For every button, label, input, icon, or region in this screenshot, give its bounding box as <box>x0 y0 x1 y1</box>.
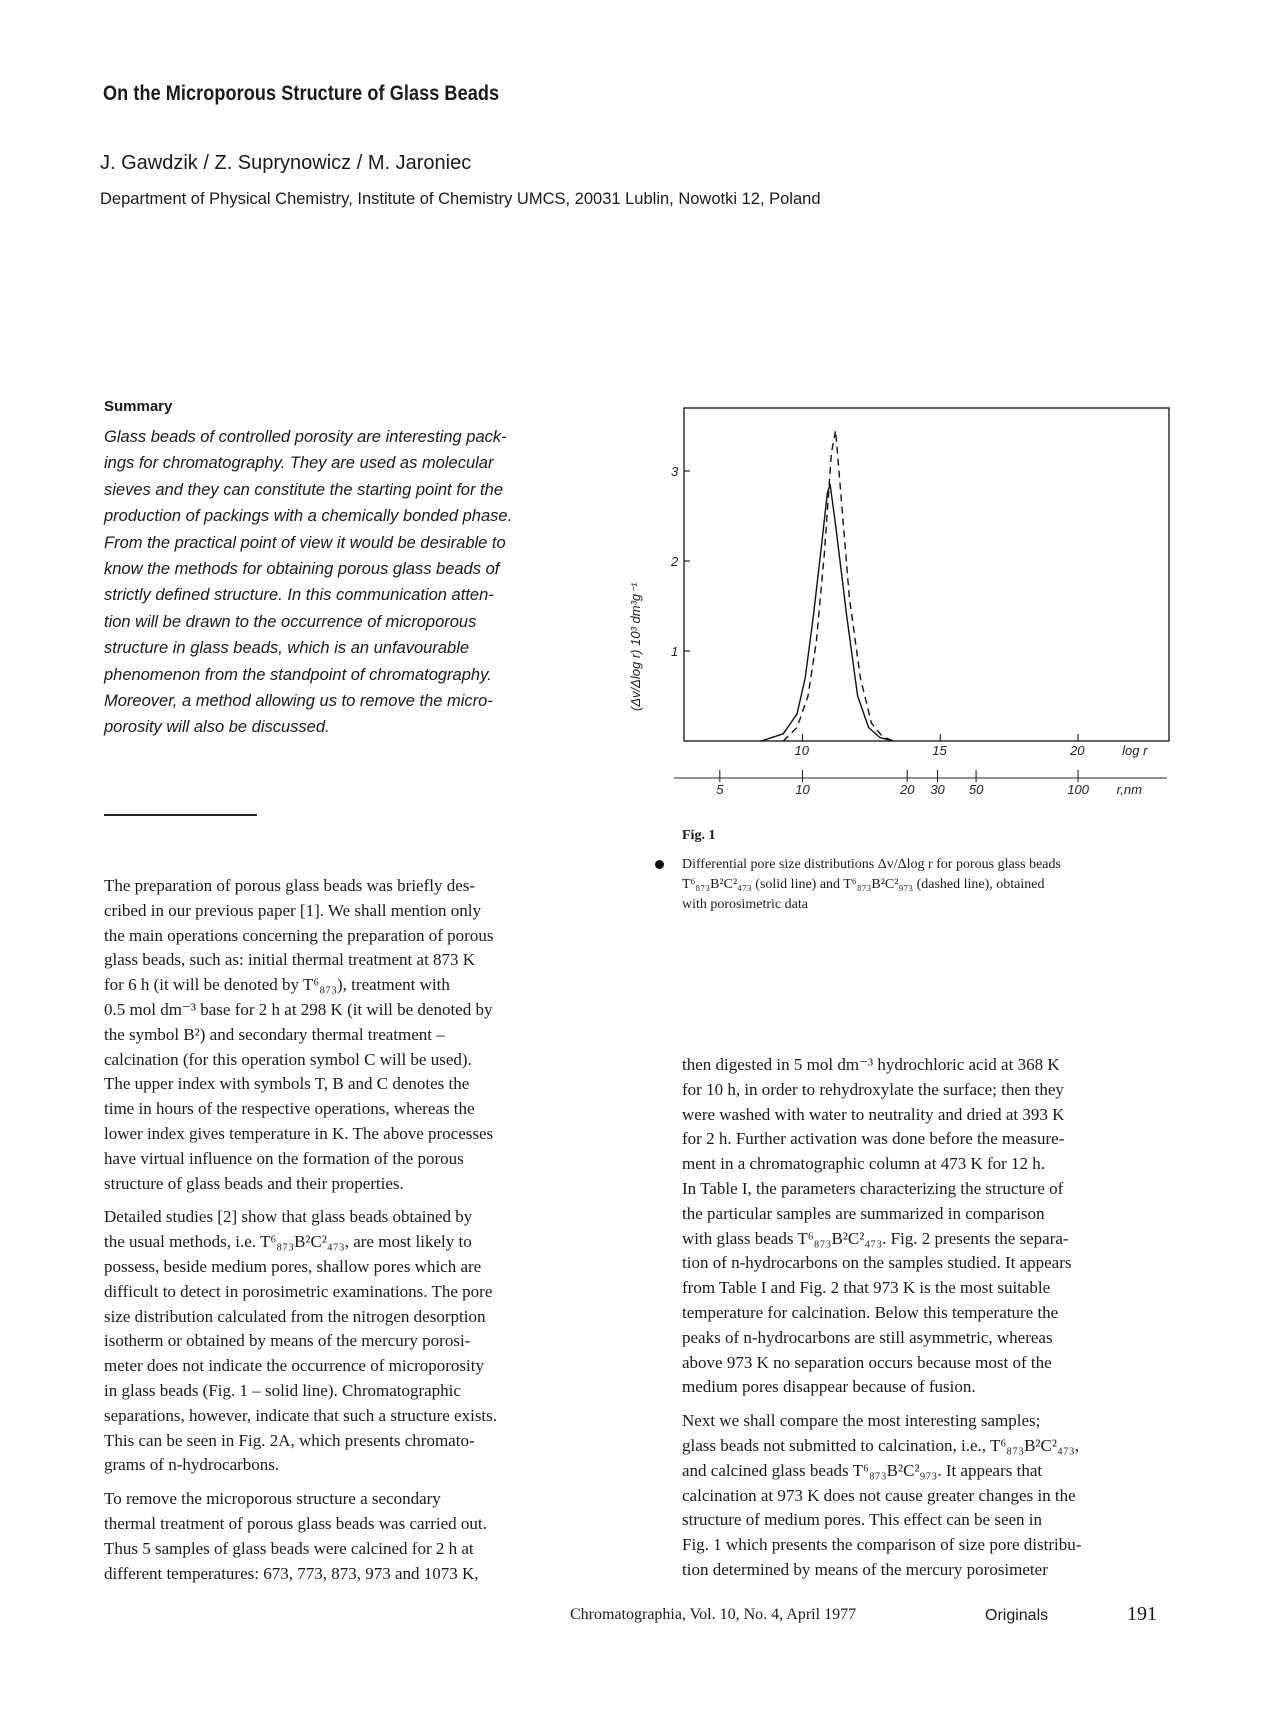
plot-frame <box>684 408 1169 741</box>
body-line: This can be seen in Fig. 2A, which presents chromato- <box>104 1430 475 1450</box>
body-paragraph <box>682 1053 1152 1400</box>
paper-title: On the Microporous Structure of Glass Beads <box>103 82 500 105</box>
body-line: Detailed studies [2] show that glass beads obtained by <box>104 1207 473 1227</box>
body-line: tion determined by means of the mercury porosimeter <box>682 1559 1048 1579</box>
caption-line: with porosimetric data <box>682 897 808 912</box>
paper-authors: J. Gawdzik / Z. Suprynowicz / M. Jaroniec <box>100 152 472 174</box>
summary-text <box>104 424 604 741</box>
summary-line: From the practical point of view it would be desirable to <box>104 533 506 552</box>
figure-1 <box>615 396 1175 826</box>
body-line: with glass beads T⁶₈₇₃B²C²₄₇₃. Fig. 2 presents the separa- <box>682 1228 1069 1248</box>
body-line: above 973 K no separation occurs because most of the <box>682 1352 1052 1372</box>
footer-section: Originals <box>985 1607 1049 1624</box>
body-line: lower index gives temperature in K. The above processes <box>104 1123 494 1143</box>
body-line: and calcined glass beads T⁶₈₇₃B²C²₉₇₃. It appears that <box>682 1460 1043 1480</box>
body-line: In Table I, the parameters characterizing the structure of <box>682 1178 1064 1198</box>
x-tick-label: 10 <box>794 743 809 758</box>
summary-line: Moreover, a method allowing us to remove the micro- <box>104 692 493 711</box>
footer-journal: Chromatographia, Vol. 10, No. 4, April 1977 <box>570 1606 857 1623</box>
body-line: different temperatures: 673, 773, 873, 973 and 1073 K, <box>104 1563 479 1583</box>
section-divider <box>104 814 257 816</box>
figure-caption <box>682 855 1162 915</box>
body-line: structure of medium pores. This effect can be seen in <box>682 1510 1043 1530</box>
body-line: size distribution calculated from the nitrogen desorption <box>104 1306 486 1326</box>
body-paragraph <box>104 874 604 1196</box>
secondary-tick-label: 5 <box>716 782 724 797</box>
secondary-tick-label: 50 <box>968 782 984 797</box>
summary-line: phenomenon from the standpoint of chromatography. <box>104 665 492 684</box>
body-line: time in hours of the respective operations, whereas the <box>104 1099 475 1119</box>
body-line: meter does not indicate the occurrence of microporosity <box>104 1356 484 1376</box>
body-line: possess, beside medium pores, shallow pores which are <box>104 1256 482 1276</box>
body-line: ment in a chromatographic column at 473 K for 12 h. <box>682 1154 1046 1174</box>
body-line: calcination (for this operation symbol C will be used). <box>104 1049 472 1069</box>
summary-line: production of packings with a chemically bonded phase. <box>104 507 513 526</box>
body-paragraph <box>104 1487 604 1586</box>
body-line: have virtual influence on the formation of the porous <box>104 1148 464 1168</box>
summary-line: strictly defined structure. In this communication atten- <box>104 586 494 605</box>
body-line: thermal treatment of porous glass beads was carried out. <box>104 1513 487 1533</box>
caption-line: Differential pore size distributions Δv/Δlog r for porous glass beads <box>682 857 1061 872</box>
body-line: temperature for calcination. Below this temperature the <box>682 1302 1059 1322</box>
x-axis-label: log r <box>1122 743 1148 758</box>
body-line: the usual methods, i.e. T⁶₈₇₃B²C²₄₇₃, are most likely to <box>104 1232 472 1252</box>
summary-line: Glass beads of controlled porosity are interesting pack- <box>104 428 507 446</box>
body-line: in glass beads (Fig. 1 – solid line). Chromatographic <box>104 1380 461 1400</box>
secondary-tick-label: 10 <box>795 782 810 797</box>
body-line: structure of glass beads and their properties. <box>104 1173 404 1193</box>
body-line: To remove the microporous structure a secondary <box>104 1489 441 1509</box>
pore-distribution-chart <box>615 396 1175 826</box>
series-solid-line <box>761 485 893 742</box>
body-line: tion of n-hydrocarbons on the samples studied. It appears <box>682 1253 1072 1273</box>
body-line: the symbol B²) and secondary thermal treatment – <box>104 1024 445 1044</box>
body-line: isotherm or obtained by means of the mercury porosi- <box>104 1331 471 1351</box>
body-line: the particular samples are summarized in comparison <box>682 1203 1045 1223</box>
body-paragraph <box>104 1205 604 1478</box>
x-tick-label: 20 <box>1070 743 1085 758</box>
body-line: peaks of n-hydrocarbons are still asymmetric, whereas <box>682 1327 1053 1347</box>
body-line: for 2 h. Further activation was done before the measure- <box>682 1129 1065 1149</box>
body-line: for 10 h, in order to rehydroxylate the surface; then they <box>682 1079 1064 1099</box>
body-line: the main operations concerning the preparation of porous <box>104 925 494 945</box>
y-axis-label: (Δv/Δlog r) 10³ dm³g⁻¹ <box>628 582 643 711</box>
body-line: medium pores disappear because of fusion. <box>682 1377 976 1397</box>
body-line: glass beads, such as: initial thermal treatment at 873 K <box>104 950 476 970</box>
caption-bullet-icon <box>655 860 664 869</box>
summary-heading: Summary <box>104 398 173 415</box>
summary-line: porosity will also be discussed. <box>104 718 330 737</box>
y-tick-label: 2 <box>671 554 679 569</box>
y-tick-label: 1 <box>671 644 679 659</box>
body-line: were washed with water to neutrality and dried at 393 K <box>682 1104 1065 1124</box>
secondary-tick-label: 30 <box>930 782 945 797</box>
body-line: difficult to detect in porosimetric examinations. The pore <box>104 1281 493 1301</box>
paper-affiliation: Department of Physical Chemistry, Institute of Chemistry UMCS, 20031 Lublin, Nowotki 12, Poland <box>100 190 821 208</box>
body-line: The preparation of porous glass beads was briefly des- <box>104 876 476 895</box>
summary-line: tion will be drawn to the occurrence of microporous <box>104 612 477 631</box>
summary-line: ings for chromatography. They are used as molecular <box>104 454 494 473</box>
secondary-tick-label: 20 <box>900 782 915 797</box>
body-line: Next we shall compare the most interesting samples; <box>682 1411 1041 1431</box>
series-dashed-line <box>783 431 893 742</box>
body-line: from Table I and Fig. 2 that 973 K is the most suitable <box>682 1278 1051 1298</box>
body-column-left <box>104 874 604 1595</box>
summary-line: know the methods for obtaining porous glass beads of <box>104 560 500 579</box>
body-line: The upper index with symbols T, B and C denotes the <box>104 1074 470 1094</box>
body-column-right <box>682 1053 1152 1592</box>
summary-line: structure in glass beads, which is an unfavourable <box>104 639 470 658</box>
y-tick-label: 3 <box>671 464 679 479</box>
body-line: then digested in 5 mol dm⁻³ hydrochloric acid at 368 K <box>682 1055 1060 1074</box>
body-line: cribed in our previous paper [1]. We shall mention only <box>104 900 481 920</box>
body-line: Fig. 1 which presents the comparison of size pore distribu- <box>682 1535 1082 1555</box>
footer-page-number: 191 <box>1127 1603 1157 1625</box>
body-line: separations, however, indicate that such a structure exists. <box>104 1405 498 1425</box>
summary-line: sieves and they can constitute the starting point for the <box>104 480 503 499</box>
body-paragraph <box>682 1409 1152 1583</box>
caption-line: T⁶₈₇₃B²C²₄₇₃ (solid line) and T⁶₈₇₃B²C²₉₇₃ (dashed line), obtained <box>682 877 1045 892</box>
secondary-axis-label: r,nm <box>1116 782 1142 797</box>
body-line: for 6 h (it will be denoted by T⁶₈₇₃), treatment with <box>104 975 450 995</box>
body-line: glass beads not submitted to calcination, i.e., T⁶₈₇₃B²C²₄₇₃, <box>682 1435 1079 1455</box>
secondary-tick-label: 100 <box>1067 782 1089 797</box>
body-line: 0.5 mol dm⁻³ base for 2 h at 298 K (it will be denoted by <box>104 999 493 1019</box>
body-line: Thus 5 samples of glass beads were calcined for 2 h at <box>104 1538 474 1558</box>
body-line: grams of n-hydrocarbons. <box>104 1455 280 1475</box>
body-line: calcination at 973 K does not cause greater changes in the <box>682 1485 1076 1505</box>
figure-label: Fig. 1 <box>682 828 716 843</box>
x-tick-label: 15 <box>932 743 947 758</box>
